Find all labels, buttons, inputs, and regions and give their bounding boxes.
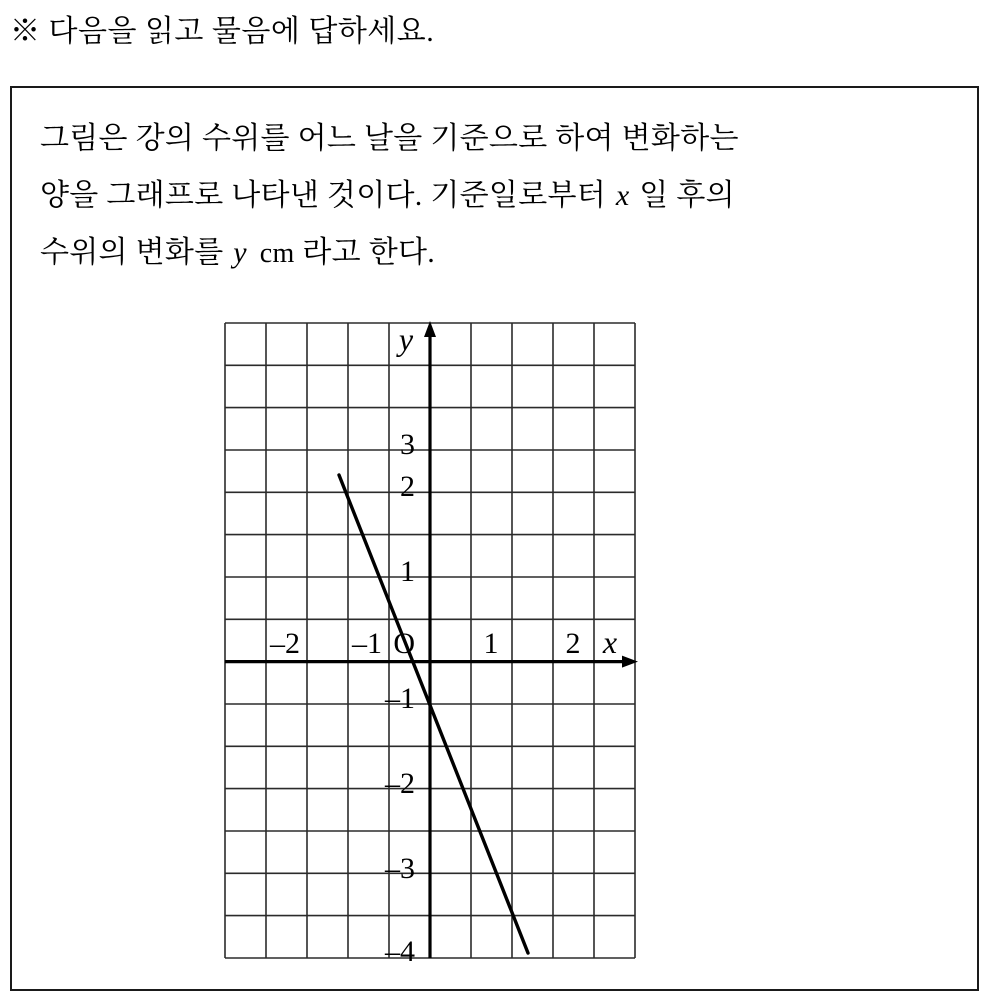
y-tick-label--4: –4 bbox=[385, 935, 415, 963]
origin-label: O bbox=[393, 627, 415, 660]
instruction-text: ※ 다음을 읽고 물음에 답하세요. bbox=[10, 15, 435, 48]
y-tick-label-3: 3 bbox=[400, 428, 415, 461]
graph-line bbox=[339, 475, 528, 953]
y-tick-label-1: 1 bbox=[400, 555, 415, 588]
y-tick-label--2: –2 bbox=[385, 767, 415, 800]
x-tick-label--2: –2 bbox=[270, 627, 300, 660]
y-axis-label: y bbox=[398, 321, 414, 357]
question-stem bbox=[40, 110, 950, 282]
y-tick-label-2: 2 bbox=[400, 470, 415, 503]
graph-svg bbox=[210, 313, 640, 963]
x-tick-label-2: 2 bbox=[565, 627, 581, 660]
x-axis-label: x bbox=[602, 624, 618, 660]
x-tick-label--1: –1 bbox=[352, 627, 382, 660]
variable-y-inline: y bbox=[233, 236, 247, 269]
stem-line-3-text-a: 수위의 변화를 bbox=[40, 236, 224, 269]
y-tick-label--3: –3 bbox=[385, 852, 415, 885]
stem-line-3 bbox=[40, 224, 950, 282]
stem-line-2 bbox=[40, 167, 950, 224]
coordinate-graph bbox=[210, 313, 640, 963]
stem-line-2-text-a: 양을 그래프로 나타낸 것이다. 기준일로부터 bbox=[40, 179, 607, 212]
stem-line-1-text: 그림은 강의 수위를 어느 날을 기준으로 하여 변화하는 bbox=[40, 122, 739, 155]
stem-line-3-text-b: 라고 한다. bbox=[302, 236, 436, 269]
question-box bbox=[10, 86, 979, 991]
stem-line-2-text-b: 일 후의 bbox=[639, 179, 735, 212]
variable-x-inline: x bbox=[615, 179, 630, 212]
unit-cm: cm bbox=[259, 238, 295, 269]
x-tick-label-1: 1 bbox=[483, 627, 499, 660]
y-tick-label--1: –1 bbox=[385, 682, 415, 715]
stem-line-1 bbox=[40, 110, 950, 167]
